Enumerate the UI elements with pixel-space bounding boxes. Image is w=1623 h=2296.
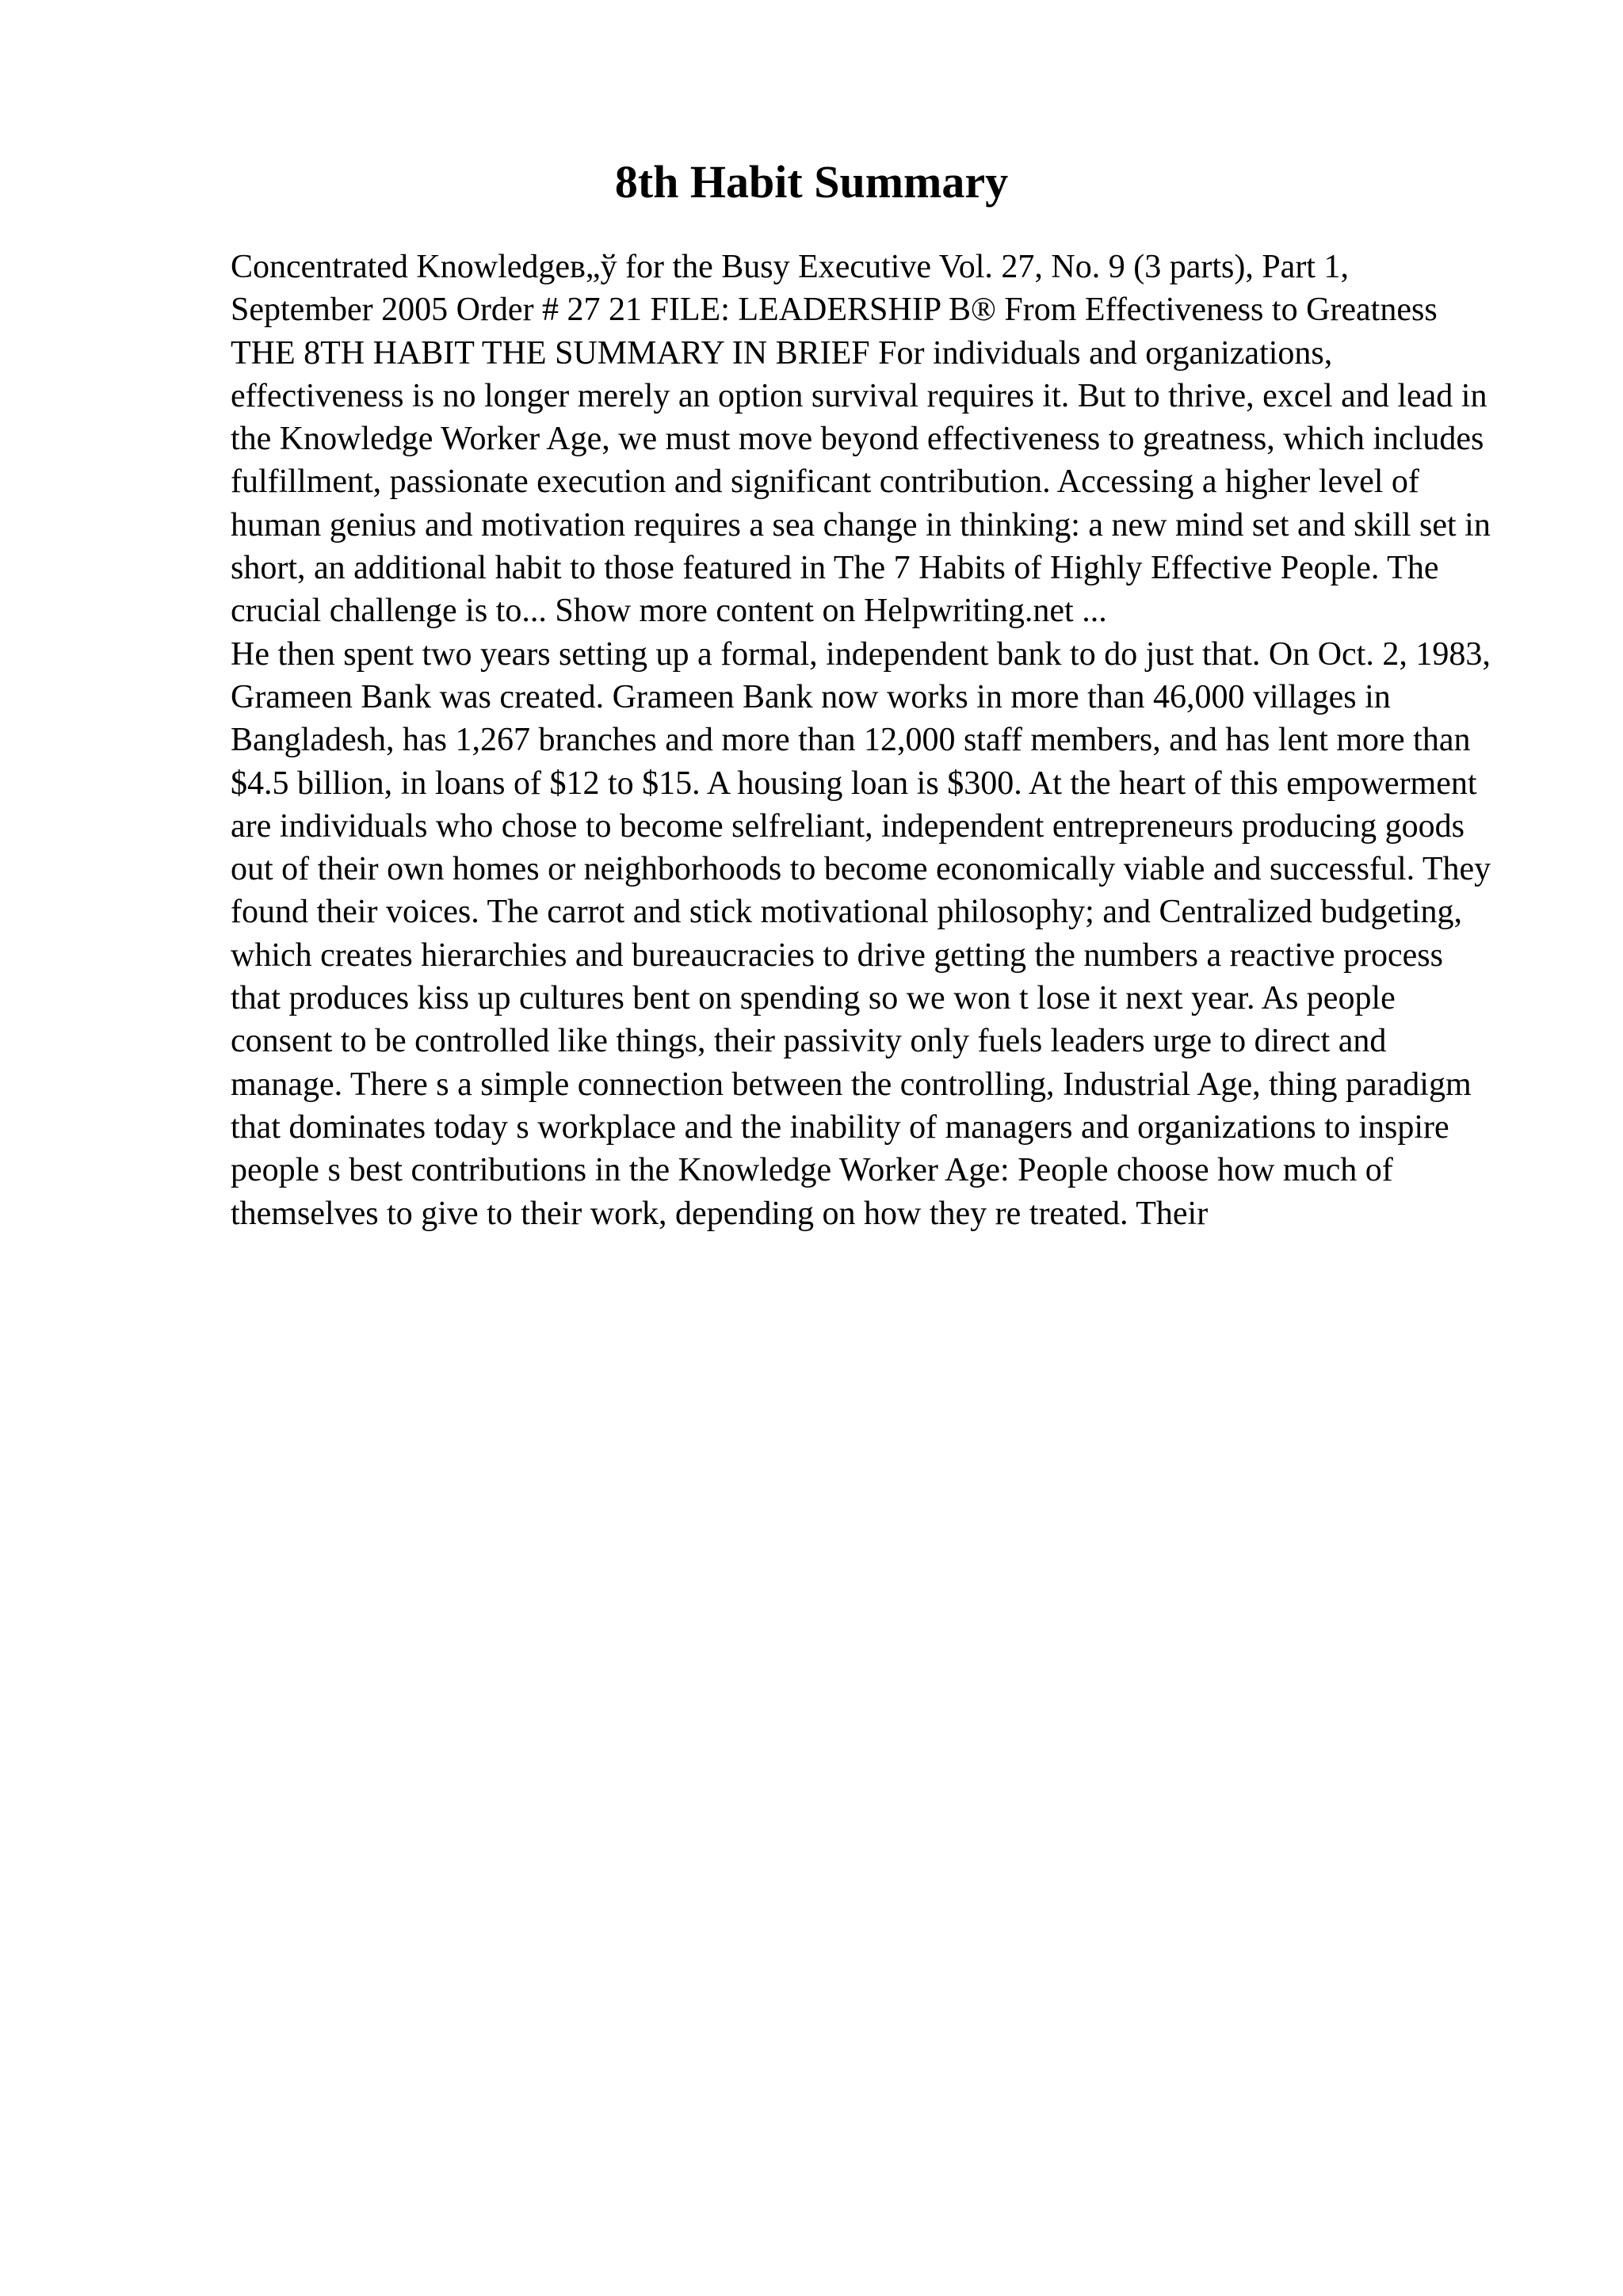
document-title: 8th Habit Summary [614, 156, 1009, 208]
paragraph-grameen: He then spent two years setting up a formal, independent bank to do just that. On Oct. 2, 1983, Grameen Bank was created. Grameen Bank now works in more than 46,000 villages in Bangladesh, has 1,267 branches and more than 12,000 staff members, and has lent more than $4.5 billion, in loans of $12 to $15. A housing loan is $300. At the heart of this empowerment are individuals who chose to become selfreliant, independent entrepreneurs producing goods out of their own homes or neighborhoods to become economically viable and successful. They found their voices. The carrot and stick motivational philosophy; and Centralized budgeting, which creates hierarchies and bureaucracies to drive getting the numbers a reactive process that produces kiss up cultures bent on spending so we won t lose it next year. As people consent to be controlled like things, their passivity only fuels leaders urge to direct and manage. There s a simple connection between the controlling, Industrial Age, thing paradigm that dominates today s workplace and the inability of managers and organizations to inspire people s best contributions in the Knowledge Worker Age: People choose how much of themselves to give to their work, depending on how they re treated. Their [231, 635, 1491, 1232]
document-body [231, 246, 1499, 1235]
paragraph-intro: Concentrated Knowledgeв„ў for the Busy Executive Vol. 27, No. 9 (3 parts), Part 1, September 2005 Order # 27 21 FILE: LEADERSHIP B® From Effectiveness to Greatness THE 8TH HABIT THE SUMMARY IN BRIEF For individuals and organizations, effectiveness is no longer merely an option survival requires it. But to thrive, excel and lead in the Knowledge Worker Age, we must move beyond effectiveness to greatness, which includes fulfillment, passionate execution and significant contribution. Accessing a higher level of human genius and motivation requires a sea change in thinking: a new mind set and skill set in short, an additional habit to those featured in The 7 Habits of Highly Effective People. The crucial challenge is to... Show more content on Helpwriting.net ... [231, 249, 1491, 630]
